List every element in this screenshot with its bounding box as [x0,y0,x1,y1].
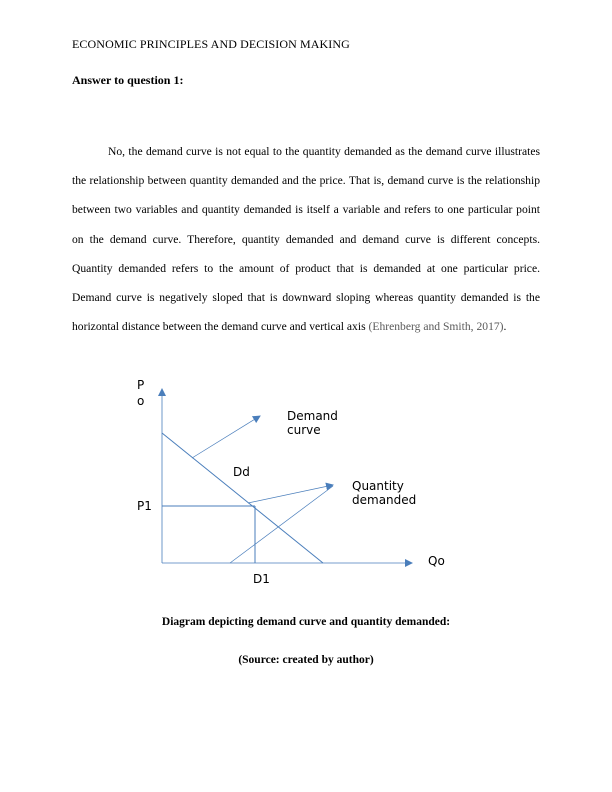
figure-source: (Source: created by author) [238,654,374,666]
body-end: . [503,320,507,334]
price-label-p1: P1 [137,499,152,513]
demand-curve-line [162,433,323,563]
y-axis-label-p: P [137,378,145,392]
demand-curve-label-line1: Demand [287,409,338,423]
quantity-demanded-pointer-lower [230,486,333,563]
body-text: No, the demand curve is not equal to the quantity demanded as the demand curve illustrates the relationship between quantity demanded and the price. That is, demand curve is the relationship between two variables and quantity demanded is itself a variable and refers to one particular point on the demand curve. Therefore, quantity demanded and demand curve is different concepts. Quantity demanded refers to the amount of product that is demanded at one particular price. Demand curve is negatively sloped that is downward sloping whereas quantity demanded is the horizontal distance between the demand curve and vertical axis [72,145,540,334]
y-axis-label-o: o [137,394,145,408]
quantity-label-d1: D1 [253,572,270,586]
curve-label-dd: Dd [233,465,250,479]
quantity-demanded-pointer-upper [248,485,333,503]
demand-curve-pointer [192,416,260,458]
quantity-demanded-label-line2: demanded [352,493,417,507]
citation: (Ehrenberg and Smith, 2017) [368,320,504,334]
demand-curve-label-line2: curve [287,423,321,437]
x-axis-label-qo: Qo [428,554,445,568]
section-heading: Answer to question 1: [72,73,184,87]
quantity-demanded-label-line1: Quantity [352,479,404,493]
figure-caption: Diagram depicting demand curve and quantity demanded: [161,616,451,628]
running-head: ECONOMIC PRINCIPLES AND DECISION MAKING [72,37,350,51]
